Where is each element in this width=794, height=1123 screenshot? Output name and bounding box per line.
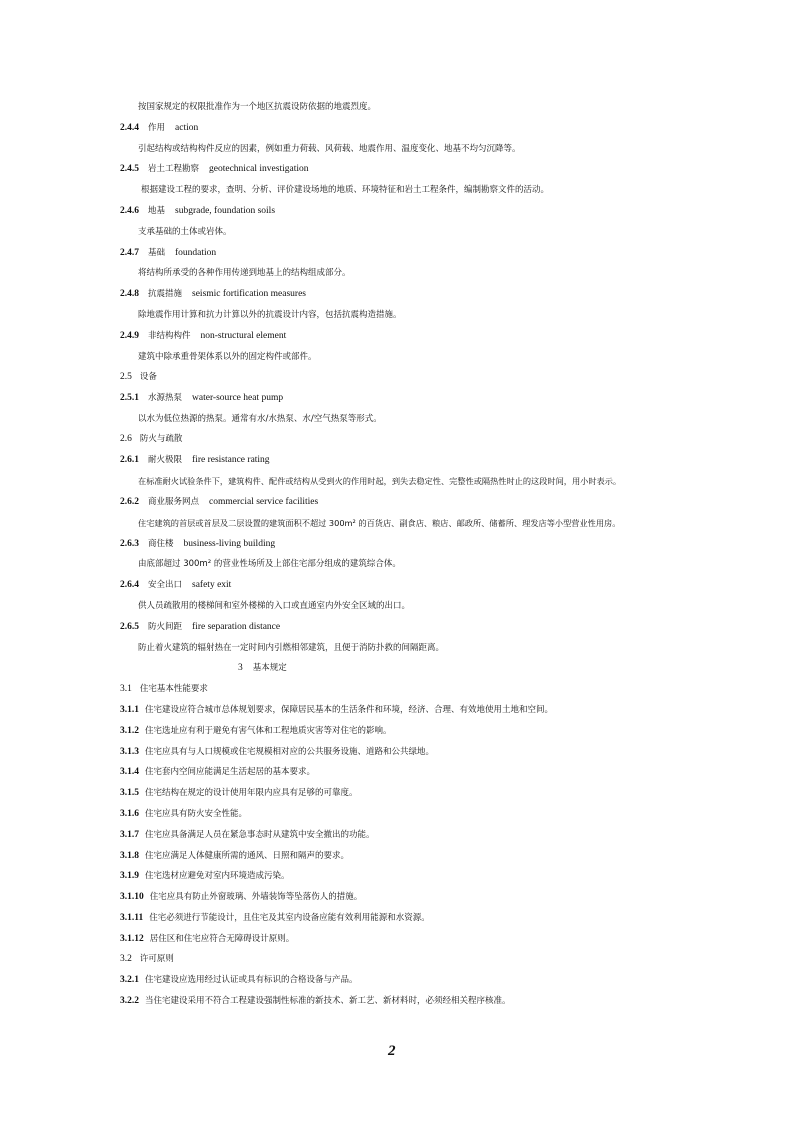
clause [120, 870, 290, 882]
clause [120, 891, 362, 903]
term-number: 2.6.4 [120, 580, 139, 590]
term-chinese: 基础 [148, 248, 166, 258]
clause-number: 3.1.7 [120, 830, 139, 840]
clause-number: 3.1.3 [120, 747, 139, 757]
clause-text: 住宅应具备满足人员在紧急事态时从建筑中安全撤出的功能。 [145, 830, 375, 840]
term-english: foundation [175, 248, 217, 258]
page-number: 2 [388, 1043, 396, 1059]
term-heading [120, 496, 318, 508]
clause-number: 3.1.12 [120, 934, 144, 944]
clause-number: 3.1.6 [120, 809, 139, 819]
term-definition: 支承基础的土体或岩体。 [138, 227, 232, 237]
term-chinese: 作用 [148, 123, 166, 133]
term-english: geotechnical investigation [209, 164, 309, 174]
term-number: 2.6.2 [120, 497, 139, 507]
clause [120, 995, 511, 1007]
clause-text: 住宅结构在规定的设计使用年限内应具有足够的可靠度。 [145, 788, 358, 798]
term-heading [120, 330, 286, 342]
term-chinese: 耐火极限 [148, 455, 183, 465]
clause-text: 住宅建设应符合城市总体规划要求，保障居民基本的生活条件和环境，经济、合理、有效地使用土地和空间。 [145, 705, 554, 715]
term-definition: 供人员疏散用的楼梯间和室外楼梯的入口或直通室内外安全区域的出口。 [138, 601, 411, 611]
term-definition: 根据建设工程的要求，查明、分析、评价建设场地的地质、环境特征和岩土工程条件，编制勘察文件的活动。 [141, 185, 550, 195]
term-chinese: 水源热泵 [148, 393, 183, 403]
clause [120, 704, 553, 716]
term-heading [120, 454, 270, 466]
term-definition: 除地震作用计算和抗力计算以外的抗震设计内容，包括抗震构造措施。 [138, 310, 402, 320]
term-english: commercial service facilities [209, 497, 319, 507]
term-heading [120, 122, 198, 134]
term-english: seismic fortification measures [192, 289, 306, 299]
term-heading [120, 205, 275, 217]
term-number: 2.4.5 [120, 164, 139, 174]
chapter-number: 3 [238, 663, 243, 673]
clause-text: 住宅选址应有利于避免有害气体和工程地质灾害等对住宅的影响。 [145, 726, 392, 736]
clause [120, 850, 349, 862]
clause [120, 829, 375, 841]
term-chinese: 抗震措施 [148, 289, 183, 299]
term-number: 2.6.1 [120, 455, 139, 465]
term-definition: 防止着火建筑的辐射热在一定时间内引燃相邻建筑，且便于消防扑救的间隔距离。 [138, 643, 445, 653]
section-heading [120, 683, 208, 695]
clause [120, 808, 247, 820]
term-definition: 在标准耐火试验条件下，建筑构件、配件或结构从受到火的作用时起，到失去稳定性、完整性或隔热性时止的这段时间，用小时表示。 [138, 476, 622, 486]
term-heading [120, 621, 280, 633]
term-chinese: 防火间距 [148, 622, 183, 632]
term-english: subgrade, foundation soils [175, 206, 276, 216]
term-definition: 将结构所承受的各种作用传递到地基上的结构组成部分。 [138, 268, 351, 278]
term-english: action [175, 123, 199, 133]
clause-text: 住宅选材应避免对室内环境造成污染。 [145, 871, 290, 881]
clause-number: 3.1.2 [120, 726, 139, 736]
clause-text: 当住宅建设采用不符合工程建设强制性标准的新技术、新工艺、新材料时，必须经相关程序核准。 [145, 996, 511, 1006]
term-heading [120, 288, 306, 300]
section-title: 住宅基本性能要求 [139, 684, 208, 694]
section-title: 设备 [139, 372, 157, 382]
continuation-line: 按国家规定的权限批准作为一个地区抗震设防依据的地震烈度。 [138, 102, 377, 112]
section-number: 2.5 [120, 372, 132, 382]
clause-text: 住宅必须进行节能设计，且住宅及其室内设备应能有效利用能源和水资源。 [149, 913, 430, 923]
term-chinese: 岩土工程勘察 [148, 164, 200, 174]
term-english: non-structural element [200, 331, 287, 341]
clause [120, 787, 358, 799]
term-number: 2.4.4 [120, 123, 139, 133]
clause-number: 3.1.11 [120, 913, 144, 923]
section-heading [120, 953, 174, 965]
clause [120, 974, 358, 986]
term-definition: 建筑中除承重骨架体系以外的固定构件或部件。 [138, 352, 317, 362]
term-english: water-source heat pump [192, 393, 284, 403]
term-english: business-living building [183, 539, 276, 549]
clause-number: 3.1.8 [120, 851, 139, 861]
clause [120, 746, 434, 758]
term-definition: 引起结构或结构构件反应的因素，例如重力荷载、风荷载、地震作用、温度变化、地基不均匀沉降等。 [138, 144, 521, 154]
term-definition: 由底部超过 300m² 的营业性场所及上部住宅部分组成的建筑综合体。 [138, 559, 401, 569]
clause-text: 住宅应具有防止外窗玻璃、外墙装饰等坠落伤人的措施。 [149, 892, 363, 902]
term-number: 2.4.9 [120, 331, 139, 341]
term-chinese: 商业服务网点 [148, 497, 200, 507]
term-number: 2.4.8 [120, 289, 139, 299]
term-heading [120, 247, 216, 259]
term-number: 2.5.1 [120, 393, 139, 403]
term-heading [120, 579, 231, 591]
clause-text: 住宅套内空间应能满足生活起居的基本要求。 [145, 767, 316, 777]
term-definition: 以水为低位热源的热泵。通常有水/水热泵、水/空气热泵等形式。 [138, 414, 382, 424]
term-chinese: 非结构构件 [148, 331, 191, 341]
term-number: 2.4.7 [120, 248, 139, 258]
term-number: 2.4.6 [120, 206, 139, 216]
clause-text: 住宅建设应选用经过认证或具有标识的合格设备与产品。 [145, 975, 358, 985]
chapter-heading [238, 662, 287, 674]
section-title: 防火与疏散 [139, 434, 183, 444]
clause-number: 3.1.1 [120, 705, 139, 715]
clause-number: 3.1.10 [120, 892, 144, 902]
clause-number: 3.1.5 [120, 788, 139, 798]
term-chinese: 地基 [148, 206, 166, 216]
clause-number: 3.1.4 [120, 767, 139, 777]
term-heading [120, 392, 283, 404]
clause [120, 725, 392, 737]
chapter-title: 基本规定 [252, 663, 287, 673]
term-chinese: 安全出口 [148, 580, 183, 590]
term-heading [120, 163, 308, 175]
clause-number: 3.2.2 [120, 996, 139, 1006]
term-english: fire resistance rating [192, 455, 270, 465]
term-number: 2.6.3 [120, 539, 139, 549]
clause [120, 933, 294, 945]
clause-text: 居住区和住宅应符合无障碍设计原则。 [149, 934, 295, 944]
term-heading [120, 538, 275, 550]
section-heading [120, 371, 157, 383]
term-chinese: 商住楼 [148, 539, 174, 549]
section-heading [120, 433, 182, 445]
term-definition: 住宅建筑的首层或首层及二层设置的建筑面积不超过 300m² 的百货店、副食店、粮店、邮政所、储蓄所、理发店等小型营业性用房。 [138, 518, 621, 528]
clause-text: 住宅应满足人体健康所需的通风、日照和隔声的要求。 [145, 851, 350, 861]
clause [120, 912, 430, 924]
clause-number: 3.2.1 [120, 975, 139, 985]
clause-text: 住宅应具有与人口规模或住宅规模相对应的公共服务设施、道路和公共绿地。 [145, 747, 435, 757]
clause-number: 3.1.9 [120, 871, 139, 881]
term-english: safety exit [192, 580, 232, 590]
section-number: 3.1 [120, 684, 132, 694]
term-number: 2.6.5 [120, 622, 139, 632]
section-number: 2.6 [120, 434, 132, 444]
clause [120, 766, 315, 778]
clause-text: 住宅应具有防火安全性能。 [145, 809, 248, 819]
term-english: fire separation distance [192, 622, 281, 632]
section-title: 许可原则 [139, 954, 174, 964]
section-number: 3.2 [120, 954, 132, 964]
